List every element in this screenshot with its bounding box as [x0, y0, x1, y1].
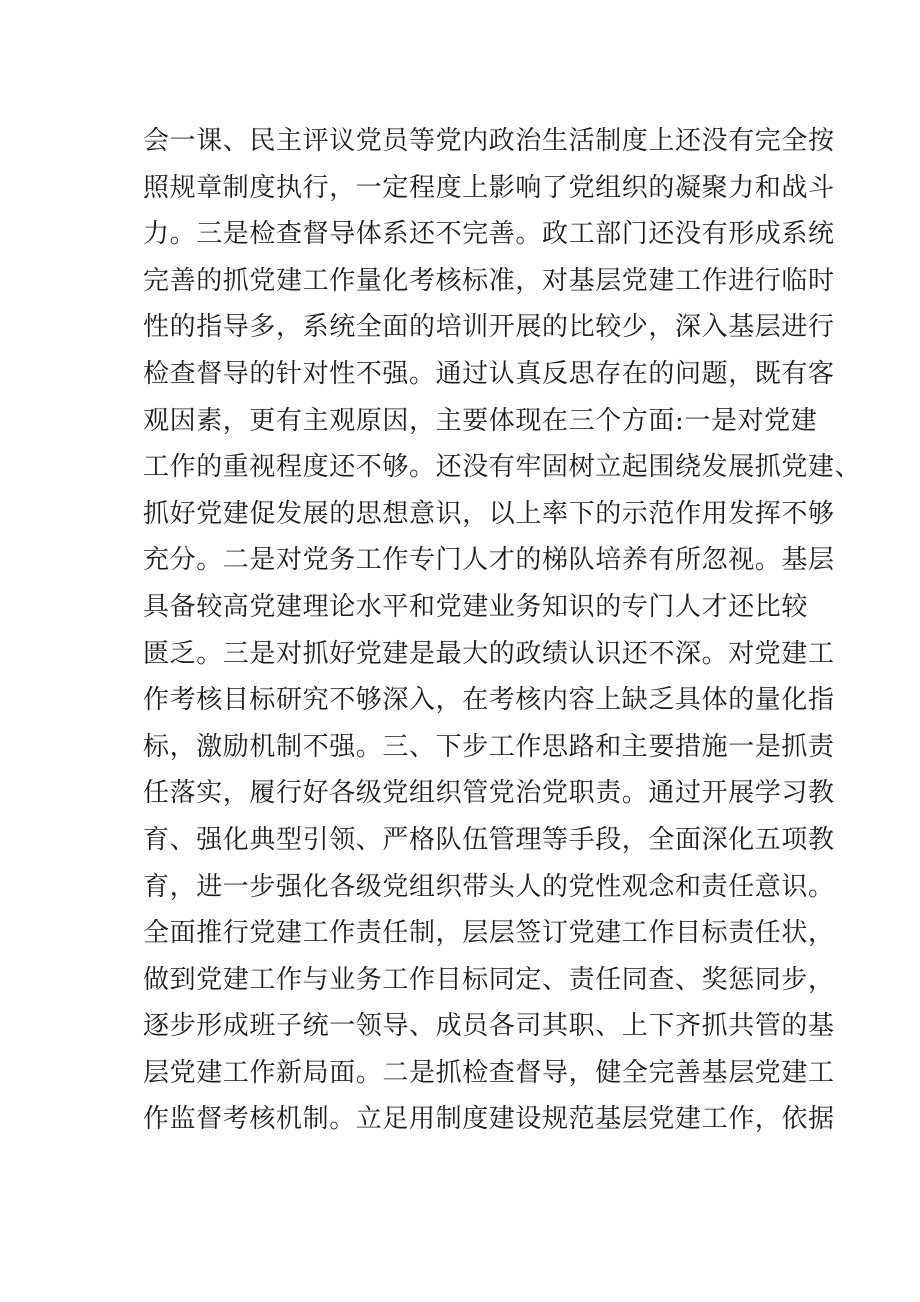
text-line: 力。三是检查督导体系还不完善。政工部门还没有形成系统 [143, 219, 835, 250]
text-line: 工作的重视程度还不够。还没有牢固树立起围绕发展抓党建、 [143, 452, 862, 483]
text-line: 检查督导的针对性不强。通过认真反思存在的问题，既有客 [143, 358, 835, 389]
text-line: 育、强化典型引领、严格队伍管理等手段，全面深化五项教 [143, 824, 835, 855]
text-line: 全面推行党建工作责任制，层层签订党建工作目标责任状， [143, 918, 835, 949]
text-line: 作监督考核机制。立足用制度建设规范基层党建工作，依据 [143, 1104, 835, 1135]
text-line: 会一课、民主评议党员等党内政治生活制度上还没有完全按 [143, 126, 835, 156]
text-line: 作考核目标研究不够深入，在考核内容上缺乏具体的量化指 [143, 685, 835, 716]
text-line: 做到党建工作与业务工作目标同定、责任同查、奖惩同步， [143, 964, 835, 995]
text-line: 育，进一步强化各级党组织带头人的党性观念和责任意识。 [143, 871, 835, 902]
text-line: 逐步形成班子统一领导、成员各司其职、上下齐抓共管的基 [143, 1011, 835, 1042]
text-line: 层党建工作新局面。二是抓检查督导，健全完善基层党建工 [143, 1057, 835, 1088]
text-line: 任落实，履行好各级党组织管党治党职责。通过开展学习教 [143, 778, 835, 809]
text-line: 充分。二是对党务工作专门人才的梯队培养有所忽视。基层 [143, 545, 835, 576]
text-line: 完善的抓党建工作量化考核标准，对基层党建工作进行临时 [143, 265, 835, 296]
text-line: 匮乏。三是对抓好党建是最大的政绩认识还不深。对党建工 [143, 638, 835, 669]
body-text [143, 118, 862, 1143]
text-line: 观因素，更有主观原因，主要体现在三个方面:一是对党建 [143, 405, 818, 436]
text-line: 抓好党建促发展的思想意识，以上率下的示范作用发挥不够 [143, 498, 835, 529]
text-line: 标，激励机制不强。三、下步工作思路和主要措施一是抓责 [143, 731, 835, 762]
text-line: 具备较高党建理论水平和党建业务知识的专门人才还比较 [143, 591, 809, 622]
text-line: 性的指导多，系统全面的培训开展的比较少，深入基层进行 [143, 312, 835, 343]
text-line: 照规章制度执行，一定程度上影响了党组织的凝聚力和战斗 [143, 172, 835, 203]
